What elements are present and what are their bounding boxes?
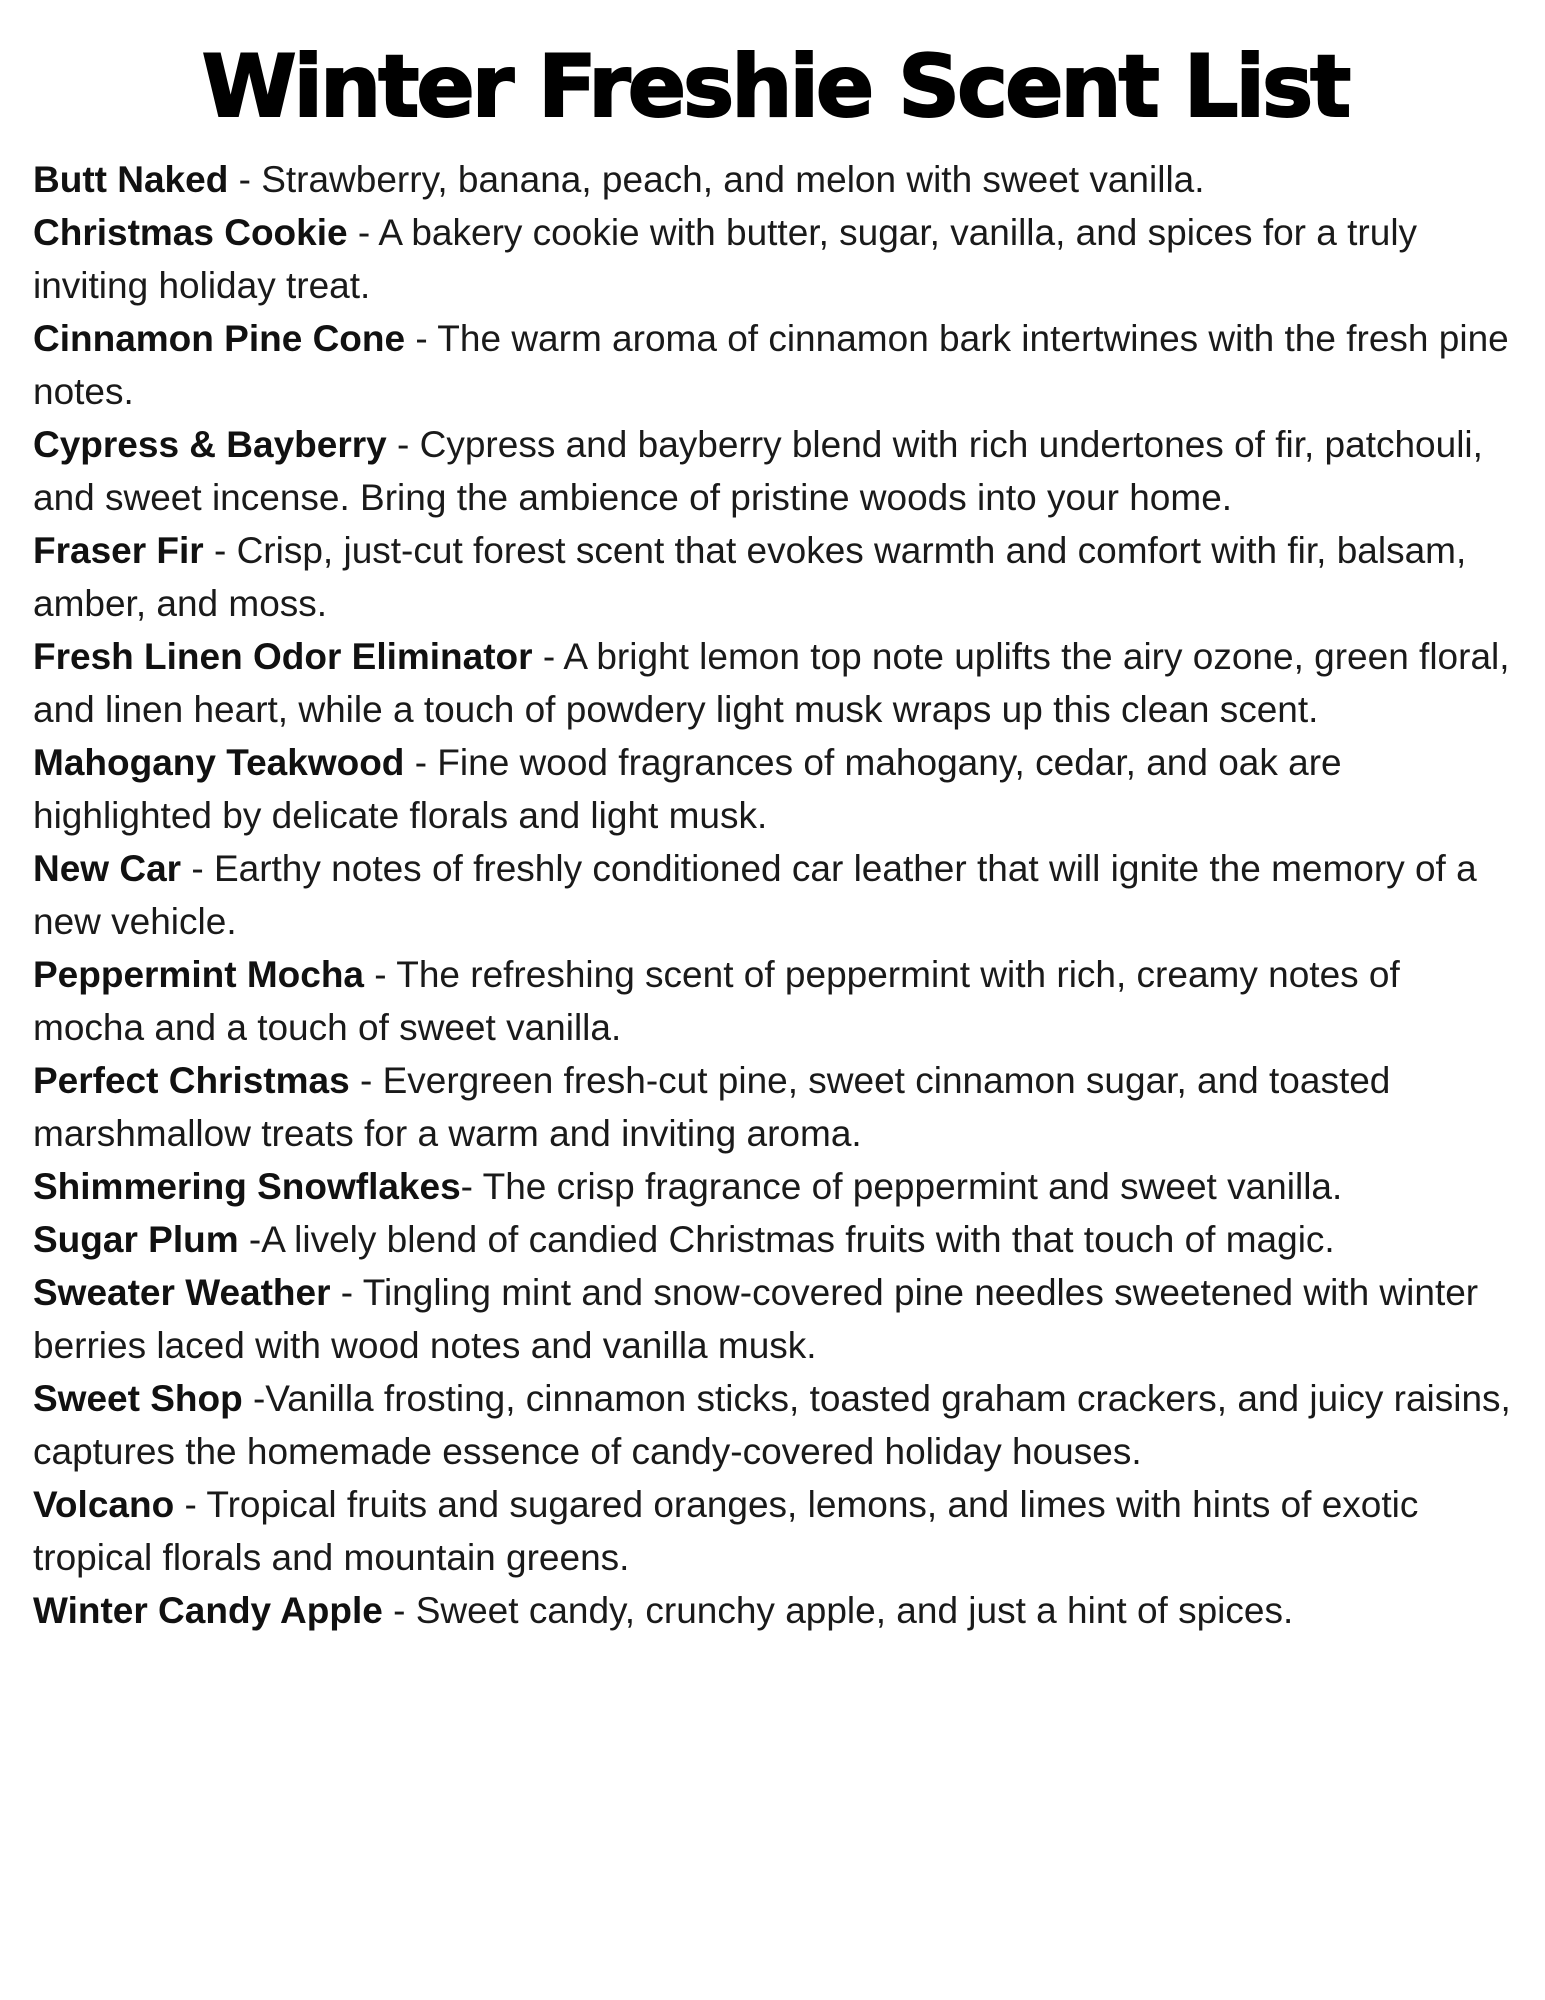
scent-name: Sweater Weather	[33, 1271, 331, 1313]
scent-name: Winter Candy Apple	[33, 1589, 383, 1631]
scent-name: Peppermint Mocha	[33, 953, 364, 995]
scent-entry	[33, 842, 1517, 948]
scent-description: - Sweet candy, crunchy apple, and just a hint of spices.	[382, 1589, 1294, 1631]
scent-name: Butt Naked	[33, 158, 229, 200]
scent-description: - The refreshing scent of peppermint with rich, creamy notes of mocha and a touch of sweet vanilla.	[33, 953, 1400, 1048]
scent-description: -A lively blend of candied Christmas fruits with that touch of magic.	[238, 1218, 1335, 1260]
scent-list	[33, 153, 1517, 1637]
scent-description: - Strawberry, banana, peach, and melon with sweet vanilla.	[228, 158, 1205, 200]
scent-entry	[33, 948, 1517, 1054]
scent-name: Cypress & Bayberry	[33, 423, 387, 465]
scent-entry	[33, 312, 1517, 418]
scent-description: -Vanilla frosting, cinnamon sticks, toasted graham crackers, and juicy raisins, captures the homemade essence of candy-covered holiday houses.	[33, 1377, 1511, 1472]
scent-entry	[33, 630, 1517, 736]
page-title: Winter Freshie Scent List	[201, 37, 1349, 137]
scent-description: - A bright lemon top note uplifts the airy ozone, green floral, and linen heart, while a touch of powdery light musk wraps up this clean scent.	[33, 635, 1510, 730]
scent-name: New Car	[33, 847, 182, 889]
scent-description: - Evergreen fresh-cut pine, sweet cinnamon sugar, and toasted marshmallow treats for a warm and inviting aroma.	[33, 1059, 1391, 1154]
scent-entry	[33, 1478, 1517, 1584]
scent-name: Fraser Fir	[33, 529, 204, 571]
scent-description: - Earthy notes of freshly conditioned car leather that will ignite the memory of a new vehicle.	[33, 847, 1477, 942]
scent-entry	[33, 1372, 1517, 1478]
scent-entry	[33, 1160, 1517, 1213]
scent-entry	[33, 1213, 1517, 1266]
scent-entry	[33, 524, 1517, 630]
scent-description: - Tingling mint and snow-covered pine needles sweetened with winter berries laced with wood notes and vanilla musk.	[33, 1271, 1479, 1366]
scent-name: Sweet Shop	[33, 1377, 243, 1419]
scent-name: Fresh Linen Odor Eliminator	[33, 635, 533, 677]
scent-name: Shimmering Snowflakes	[33, 1165, 461, 1207]
scent-name: Mahogany Teakwood	[33, 741, 405, 783]
scent-description: - Fine wood fragrances of mahogany, cedar, and oak are highlighted by delicate florals and light musk.	[33, 741, 1342, 836]
scent-name: Perfect Christmas	[33, 1059, 350, 1101]
scent-description: - Tropical fruits and sugared oranges, lemons, and limes with hints of exotic tropical florals and mountain greens.	[33, 1483, 1419, 1578]
scent-entry	[33, 1584, 1517, 1637]
scent-description: - The crisp fragrance of peppermint and sweet vanilla.	[460, 1165, 1343, 1207]
scent-name: Volcano	[33, 1483, 175, 1525]
scent-description: - A bakery cookie with butter, sugar, vanilla, and spices for a truly inviting holiday treat.	[33, 211, 1418, 306]
scent-description: - Crisp, just-cut forest scent that evokes warmth and comfort with fir, balsam, amber, and moss.	[33, 529, 1467, 624]
scent-entry	[33, 736, 1517, 842]
scent-entry	[33, 1266, 1517, 1372]
scent-description: - The warm aroma of cinnamon bark intertwines with the fresh pine notes.	[33, 317, 1509, 412]
scent-name: Cinnamon Pine Cone	[33, 317, 406, 359]
scent-name: Sugar Plum	[33, 1218, 239, 1260]
scent-entry	[33, 418, 1517, 524]
scent-entry	[33, 206, 1517, 312]
scent-entry	[33, 1054, 1517, 1160]
scent-description: - Cypress and bayberry blend with rich undertones of fir, patchouli, and sweet incense. Bring the ambience of pristine woods into your home.	[33, 423, 1483, 518]
scent-entry	[33, 153, 1517, 206]
scent-name: Christmas Cookie	[33, 211, 348, 253]
